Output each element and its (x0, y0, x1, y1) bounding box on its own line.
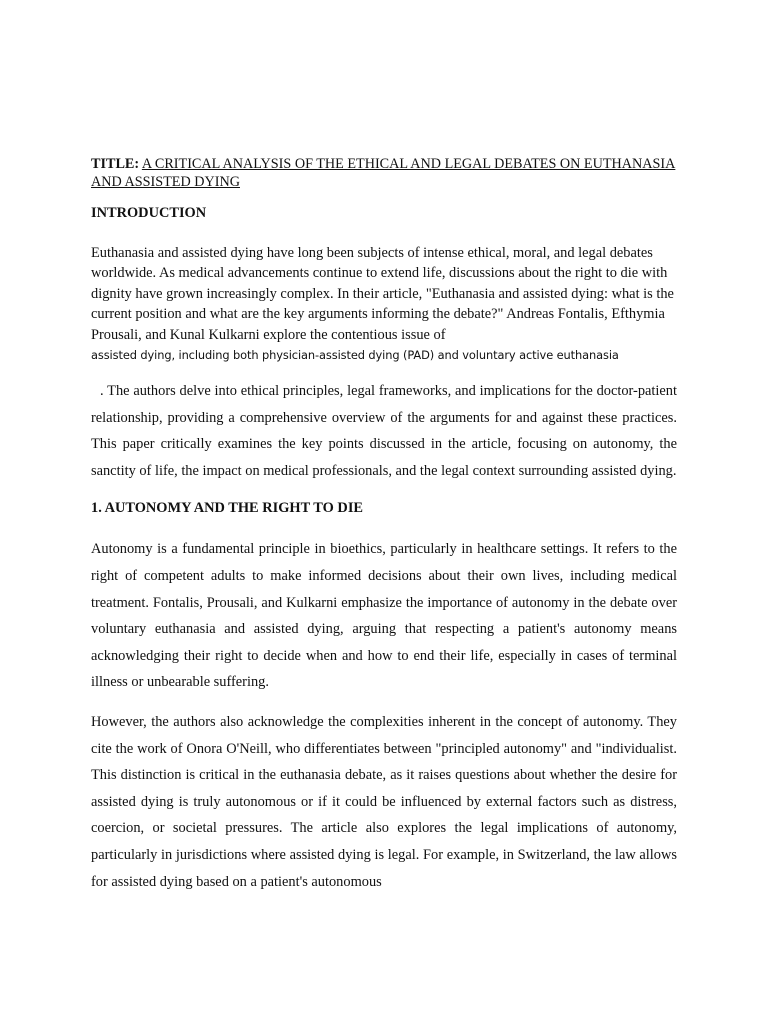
document-title (91, 155, 677, 191)
introduction-continuation: . The authors delve into ethical principles, legal frameworks, and implications for the doctor-patient relationship, providing a comprehensive overview of the arguments for and against these practices. This paper critically examines the key points discussed in the article, focusing on autonomy, the sanctity of life, the impact on medical professionals, and the legal context surrounding assisted dying. (91, 383, 677, 479)
title-text: A CRITICAL ANALYSIS OF THE ETHICAL AND LEGAL DEBATES ON EUTHANASIA AND ASSISTED DYING (91, 156, 676, 190)
section-1-paragraph-1: Autonomy is a fundamental principle in bioethics, particularly in healthcare settings. It refers to the right of competent adults to make informed decisions about their own lives, including medical treatment. Fontalis, Prousali, and Kulkarni emphasize the importance of autonomy in the debate over voluntary euthanasia and assisted dying, arguing that respecting a patient's autonomy means acknowledging their right to decide when and how to end their life, especially in cases of terminal illness or unbearable suffering. (91, 541, 677, 691)
section-1-heading: 1. AUTONOMY AND THE RIGHT TO DIE (91, 500, 364, 517)
introduction-paragraph-tail: assisted dying, including both physician-assisted dying (PAD) and voluntary active euthanasia (91, 348, 619, 363)
section-1-paragraph-2: However, the authors also acknowledge the complexities inherent in the concept of autonomy. They cite the work of Onora O'Neill, who differentiates between "principled autonomy" and "individualist. This distinction is critical in the euthanasia debate, as it raises questions about whether the desire for assisted dying is truly autonomous or if it could be influenced by external factors such as distress, coercion, or societal pressures. The article also explores the legal implications of autonomy, particularly in jurisdictions where assisted dying is legal. For example, in Switzerland, the law allows for assisted dying based on a patient's autonomous (91, 713, 677, 890)
introduction-heading: INTRODUCTION (91, 205, 207, 221)
document-body (91, 155, 677, 895)
introduction-paragraph-text: Euthanasia and assisted dying have long been subjects of intense ethical, moral, and legal debates worldwide. As medical advancements continue to extend life, discussions about the right to die with dignity have grown increasingly complex. In their article, "Euthanasia and assisted dying: what is the current position and what are the key arguments informing the debate?" Andreas Fontalis, Efthymia Prousali, and Kunal Kulkarni explore the contentious issue of (91, 245, 674, 343)
title-label: TITLE: (91, 156, 140, 172)
introduction-paragraph (91, 243, 677, 365)
